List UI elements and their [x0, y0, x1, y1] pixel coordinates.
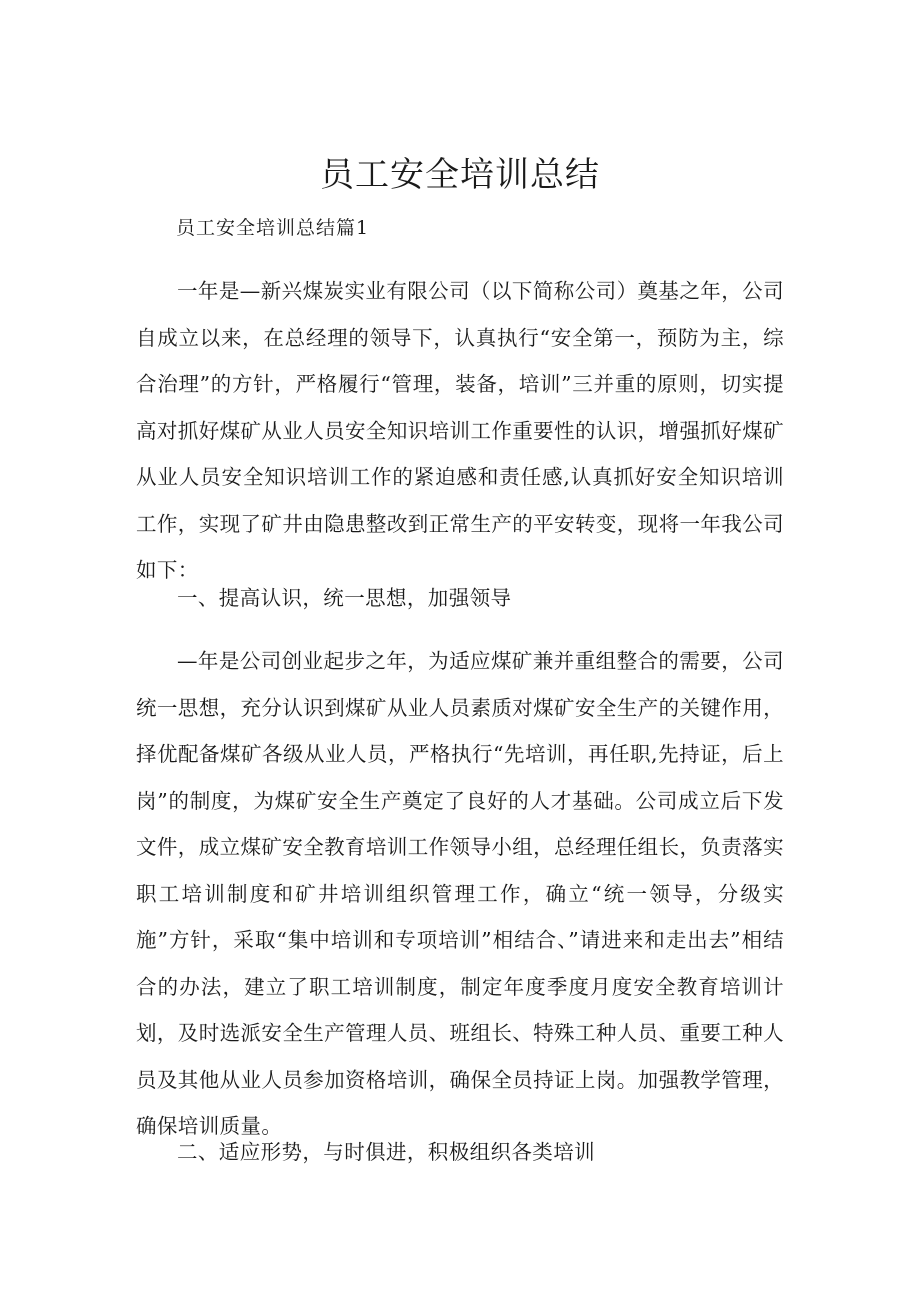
document-subtitle: 员工安全培训总结篇1	[176, 217, 370, 239]
section-heading-1: 一、提高认识，统一思想，加强领导	[177, 586, 512, 610]
section-heading-2: 二、适应形势，与时俱进，积极组织各类培训	[177, 1140, 595, 1164]
intro-paragraph: 一年是—新兴煤炭实业有限公司（以下简称公司）奠基之年，公司自成立以来，在总经理的领导下，认真执行“安全第一，预防为主，综合治理”的方针，严格履行“管理，装备，培训”三并重的原则，切实提高对抓好煤矿从业人员安全知识培训工作重要性的认识，增强抓好煤矿从业人员安全知识培训工作的紧迫感和责任感,认真抓好安全知识培训工作，实现了矿井由隐患整改到正常生产的平安转变，现将一年我公司如下：	[136, 279, 784, 582]
section-1-paragraph: —年是公司创业起步之年，为适应煤矿兼并重组整合的需要，公司统一思想，充分认识到煤矿从业人员素质对煤矿安全生产的关键作用，择优配备煤矿各级从业人员，严格执行“先培训，再任职,先持证，后上岗”的制度，为煤矿安全生产奠定了良好的人才基础。公司成立后下发文件，成立煤矿安全教育培训工作领导小组，总经理任组长，负责落实职工培训制度和矿井培训组织管理工作，确立“统一领导，分级实施”方针，采取“集中培训和专项培训”相结合、”请进来和走出去”相结合的办法，建立了职工培训制度，制定年度季度月度安全教育培训计划，及时选派安全生产管理人员、班组长、特殊工种人员、重要工种人员及其他从业人员参加资格培训，确保全员持证上岗。加强教学管理，确保培训质量。	[136, 649, 784, 1138]
document-title: 员工安全培训总结	[320, 155, 600, 195]
